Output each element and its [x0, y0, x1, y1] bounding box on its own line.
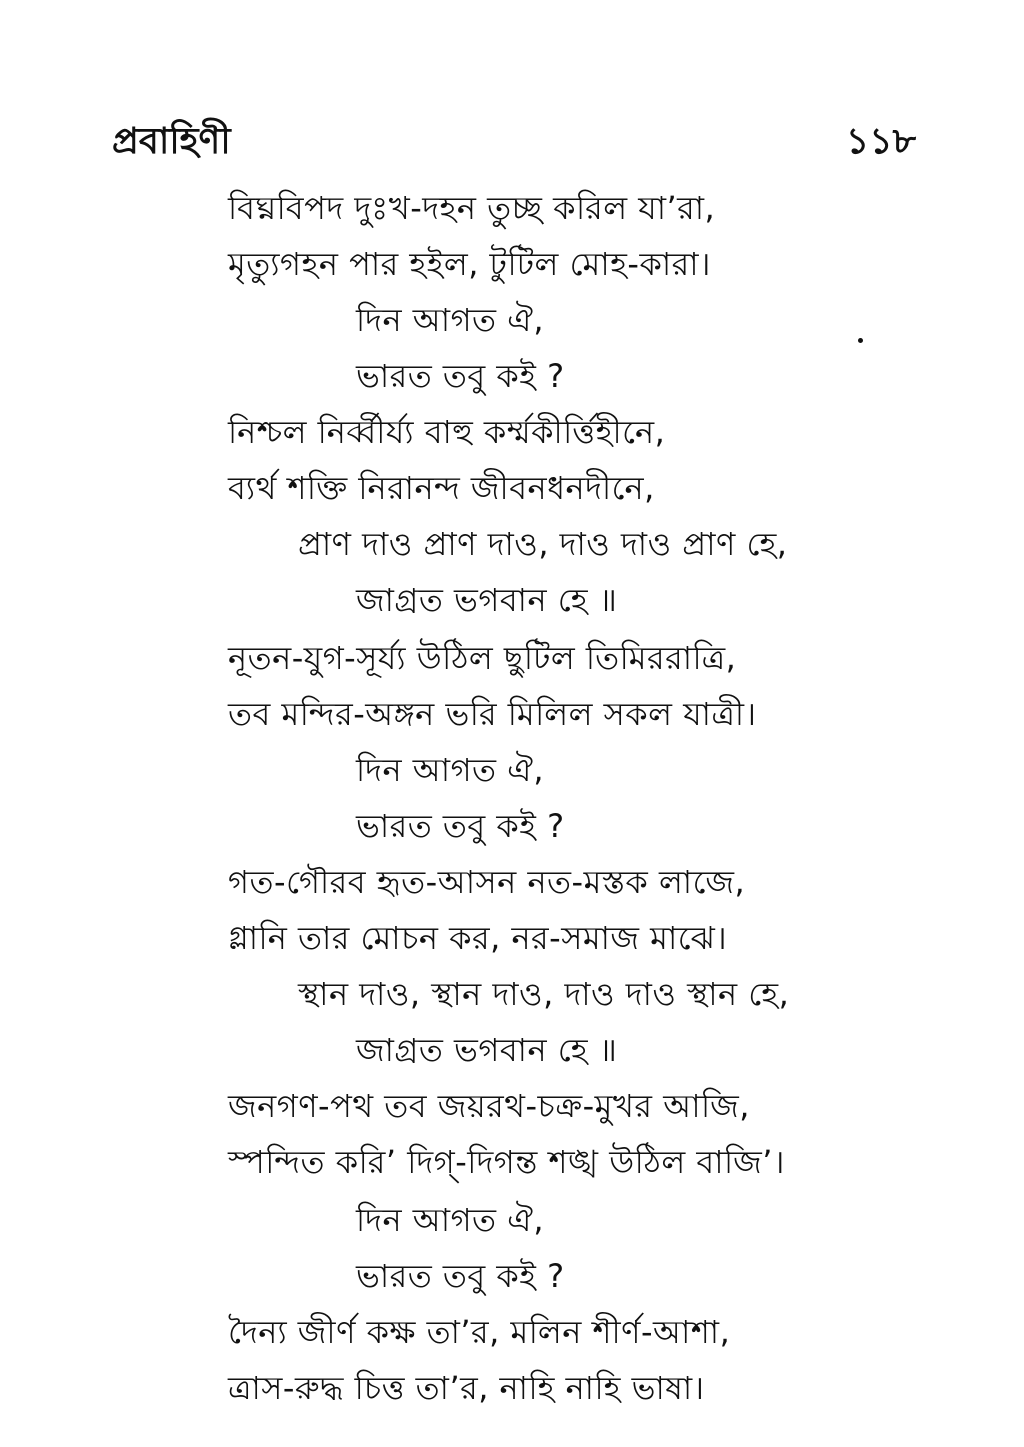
poem-line-22: ত্রাস-রুদ্ধ চিত্ত তা’র, নাহি নাহি ভাষা। [228, 1369, 705, 1407]
poem-line-17: জনগণ-পথ তব জয়রথ-চক্র-মুখর আজি, [228, 1087, 750, 1125]
poem-line-1: বিঘ্নবিপদ দুঃখ-দহন তুচ্ছ করিল যা’রা, [228, 189, 716, 227]
poem-line-19: দিন আগত ঐ, [356, 1201, 545, 1239]
poem-line-16: জাগ্রত ভগবান হে ॥ [356, 1031, 618, 1069]
poem-line-20: ভারত তবু কই ? [356, 1257, 565, 1295]
poem-line-2: মৃত্যুগহন পার হইল, টুটিল মোহ-কারা। [228, 245, 711, 283]
poem-line-13: গত-গৌরব হৃত-আসন নত-মস্তক লাজে, [228, 863, 746, 901]
poem-line-11: দিন আগত ঐ, [356, 751, 545, 789]
poem-line-18: স্পন্দিত করি’ দিগ্-দিগন্ত শঙ্খ উঠিল বাজি’। [228, 1143, 785, 1181]
poem-line-8: জাগ্রত ভগবান হে ॥ [356, 581, 618, 619]
poem-line-5: নিশ্চল নির্ব্বীর্য্য বাহু কর্ম্মকীর্ত্তিহীনে, [228, 413, 666, 451]
poem-line-15: স্থান দাও, স্থান দাও, দাও দাও স্থান হে, [298, 975, 790, 1013]
page-number: ১১৮ [845, 121, 916, 162]
poem-line-9: নূতন-যুগ-সূর্য্য উঠিল ছুটিল তিমিররাত্রি, [228, 639, 737, 677]
poem-line-14: গ্লানি তার মোচন কর, নর-সমাজ মাঝে। [228, 919, 728, 957]
poem-line-12: ভারত তবু কই ? [356, 807, 565, 845]
poem-line-3: দিন আগত ঐ, [356, 301, 545, 339]
poem-line-4: ভারত তবু কই ? [356, 357, 565, 395]
poem-line-7: প্রাণ দাও প্রাণ দাও, দাও দাও প্রাণ হে, [298, 525, 788, 563]
poem-line-10: তব মন্দির-অঙ্গন ভরি মিলিল সকল যাত্রী। [228, 695, 757, 733]
book-title: প্রবাহিণী [112, 121, 231, 162]
poem-line-6: ব্যর্থ শক্তি নিরানন্দ জীবনধনদীনে, [228, 469, 655, 507]
poem-line-21: দৈন্য জীর্ণ কক্ষ তা’র, মলিন শীর্ণ-আশা, [228, 1313, 731, 1351]
stray-ink-mark [858, 338, 863, 343]
